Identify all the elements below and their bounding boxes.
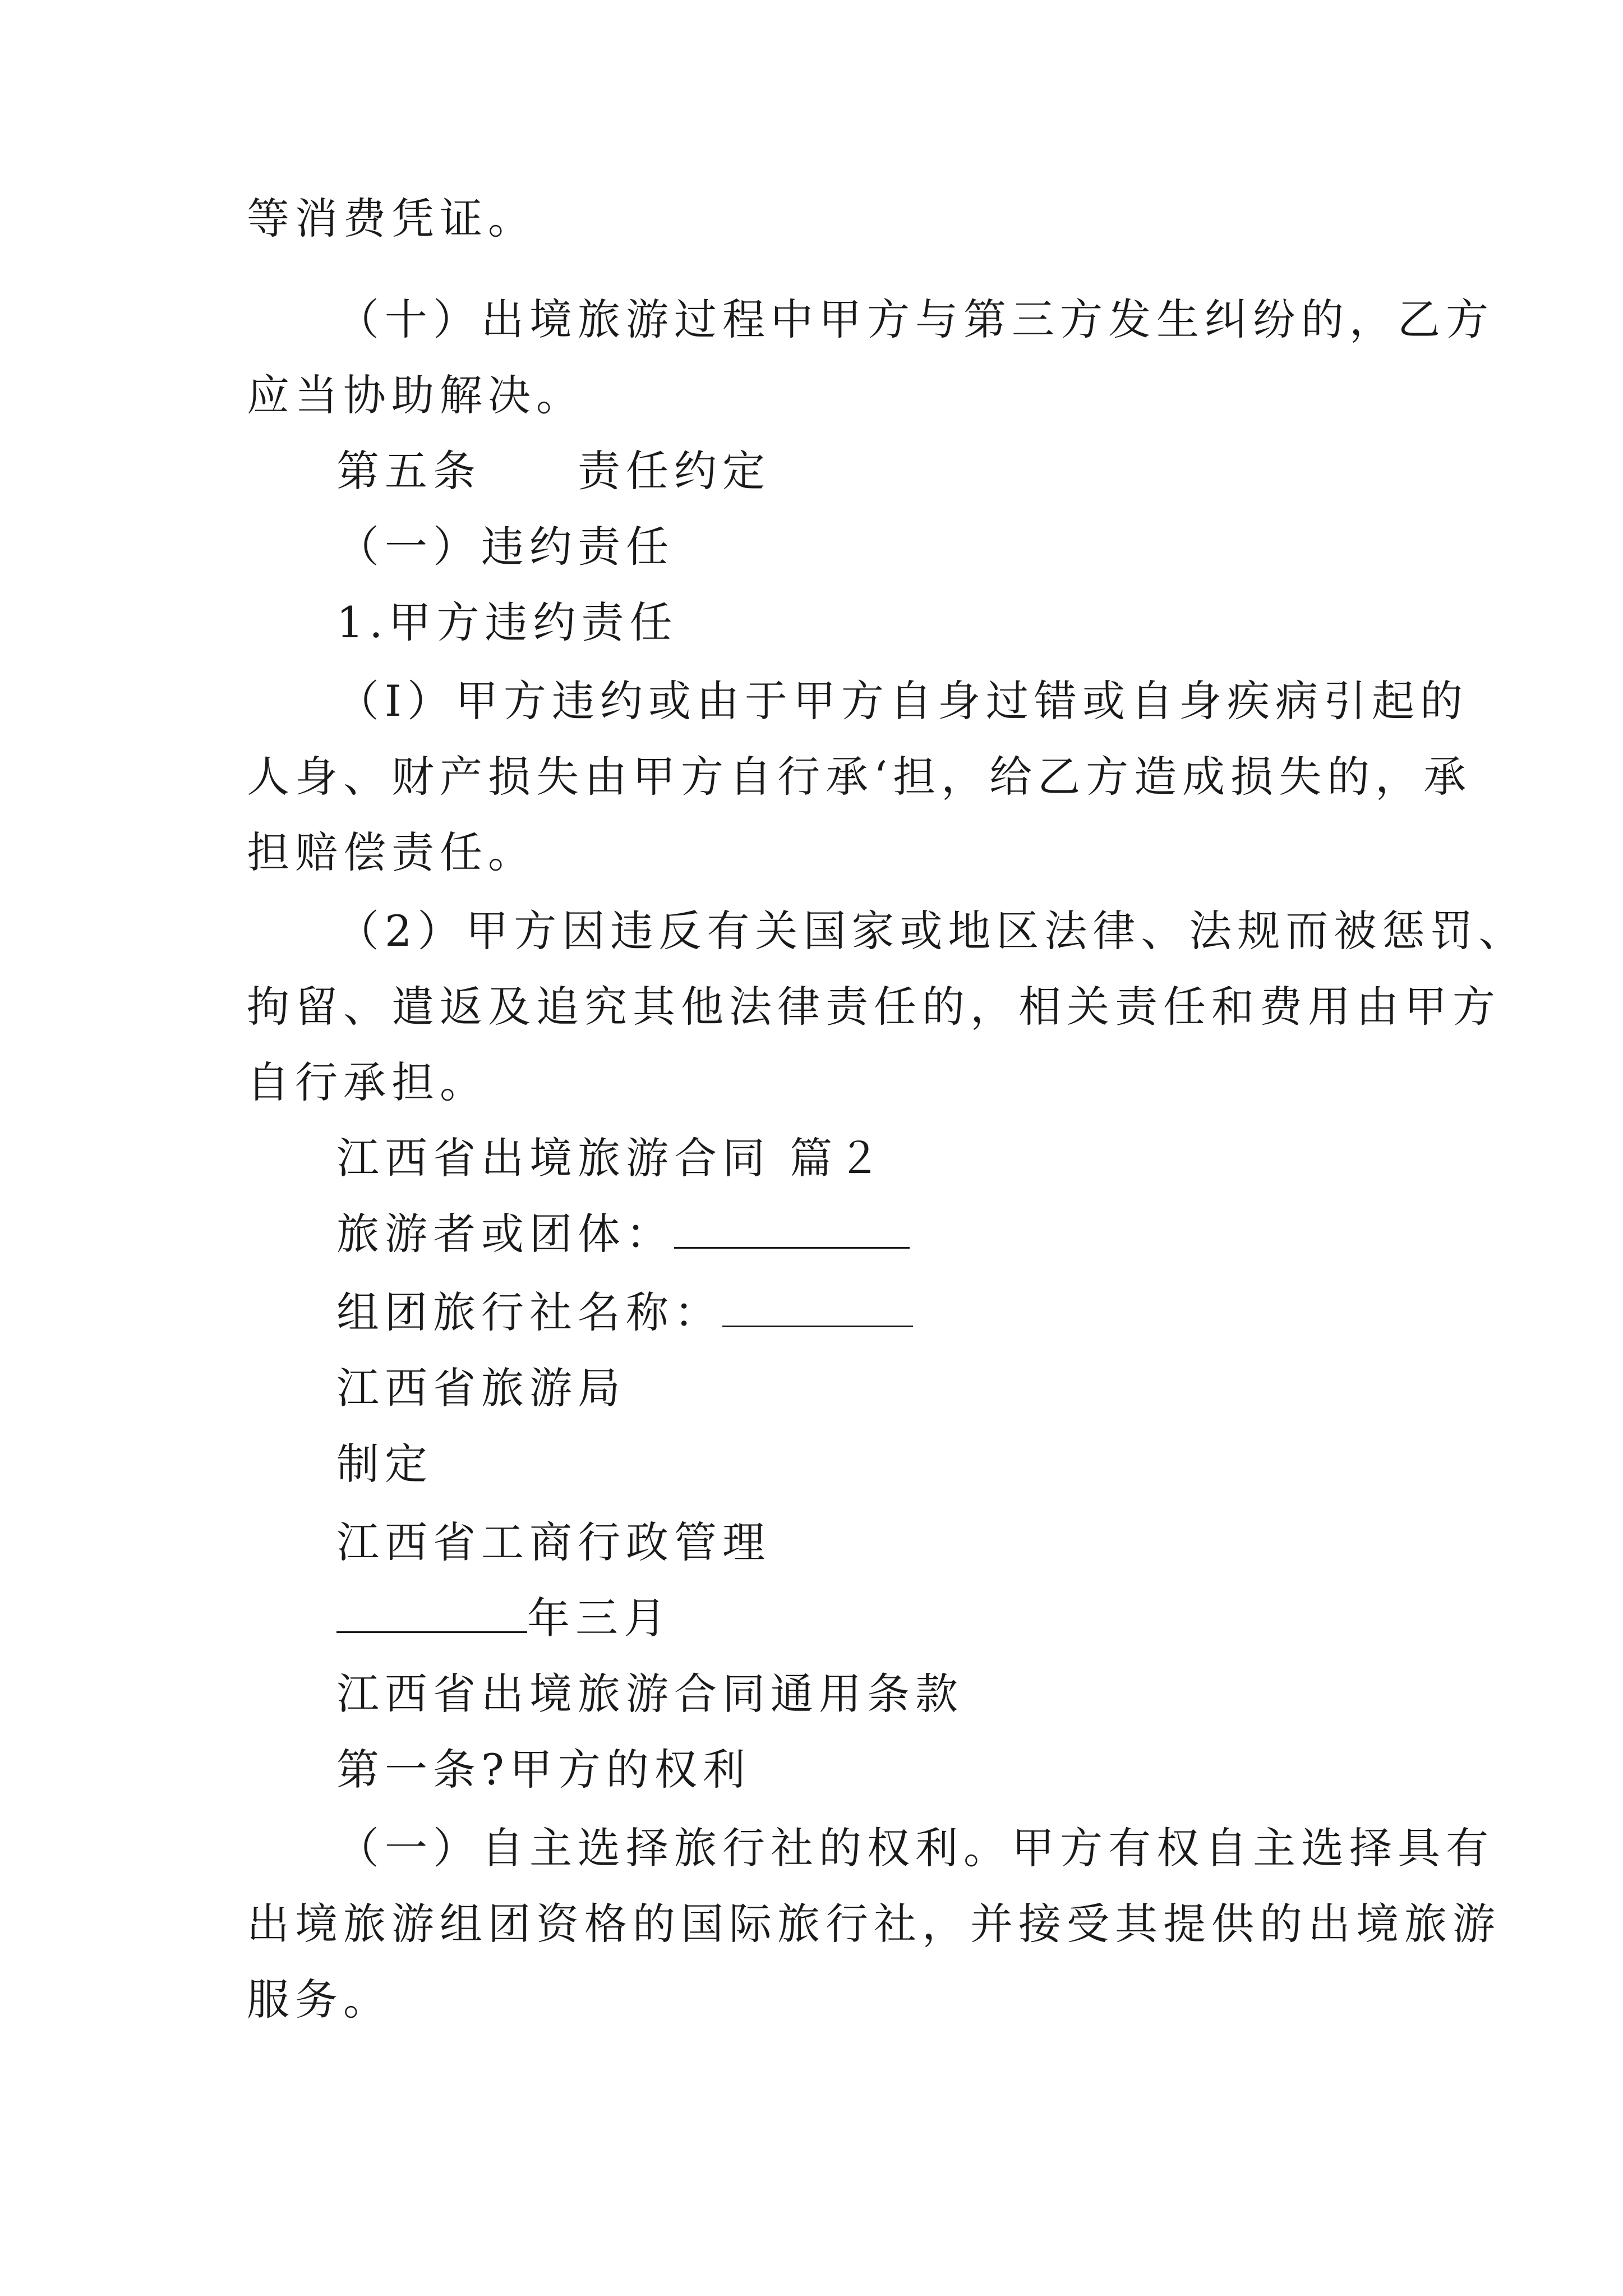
- text-line: 制定: [336, 1439, 433, 1489]
- text-line: 应当协助解决。: [247, 370, 584, 420]
- text-line: 江西省工商行政管理: [336, 1517, 771, 1567]
- text-line: 服务。: [247, 1975, 391, 2024]
- subsection-heading: 1.甲方违约责任: [336, 597, 678, 647]
- subsection-heading: （一）违约责任: [336, 522, 674, 572]
- text-line: 人身、财产损失由甲方自行承‘担，给乙方造成损失的，承: [247, 752, 1472, 802]
- text-line: 出境旅游组团资格的国际旅行社，并接受其提供的出境旅游: [247, 1899, 1501, 1949]
- tourist-field: [336, 1206, 910, 1262]
- date-field: [336, 1590, 672, 1646]
- text-line: （I）甲方违约或由于甲方自身过错或自身疾病引起的: [336, 676, 1469, 726]
- section-heading: 第五条 责任约定: [336, 446, 771, 496]
- text-line: （一）自主选择旅行社的权利。甲方有权自主选择具有: [336, 1823, 1494, 1873]
- agency-field: [336, 1285, 913, 1341]
- text-line: （2）甲方因违反有关国家或地区法律、法规而被惩罚、: [336, 906, 1527, 956]
- text-line: 担赔偿责任。: [247, 827, 536, 877]
- tourist-blank: [674, 1207, 910, 1249]
- text-line: 拘留、遣返及追究其他法律责任的，相关责任和费用由甲方: [247, 982, 1501, 1032]
- agency-blank: [722, 1285, 913, 1327]
- contract-title: 江西省出境旅游合同 篇２: [336, 1133, 887, 1183]
- text-line: 等消费凭证。: [247, 194, 536, 243]
- article-heading: 第一条?甲方的权利: [336, 1745, 751, 1795]
- section-heading: 江西省出境旅游合同通用条款: [336, 1669, 963, 1719]
- text-line: （十）出境旅游过程中甲方与第三方发生纠纷的，乙方: [336, 295, 1494, 344]
- date-field-label: 年三月: [527, 1593, 672, 1643]
- text-line: 江西省旅游局: [336, 1363, 626, 1413]
- year-blank: [336, 1591, 527, 1633]
- text-line: 自行承担。: [247, 1057, 488, 1107]
- agency-field-label: 组团旅行社名称：: [336, 1287, 722, 1337]
- tourist-field-label: 旅游者或团体：: [336, 1209, 674, 1259]
